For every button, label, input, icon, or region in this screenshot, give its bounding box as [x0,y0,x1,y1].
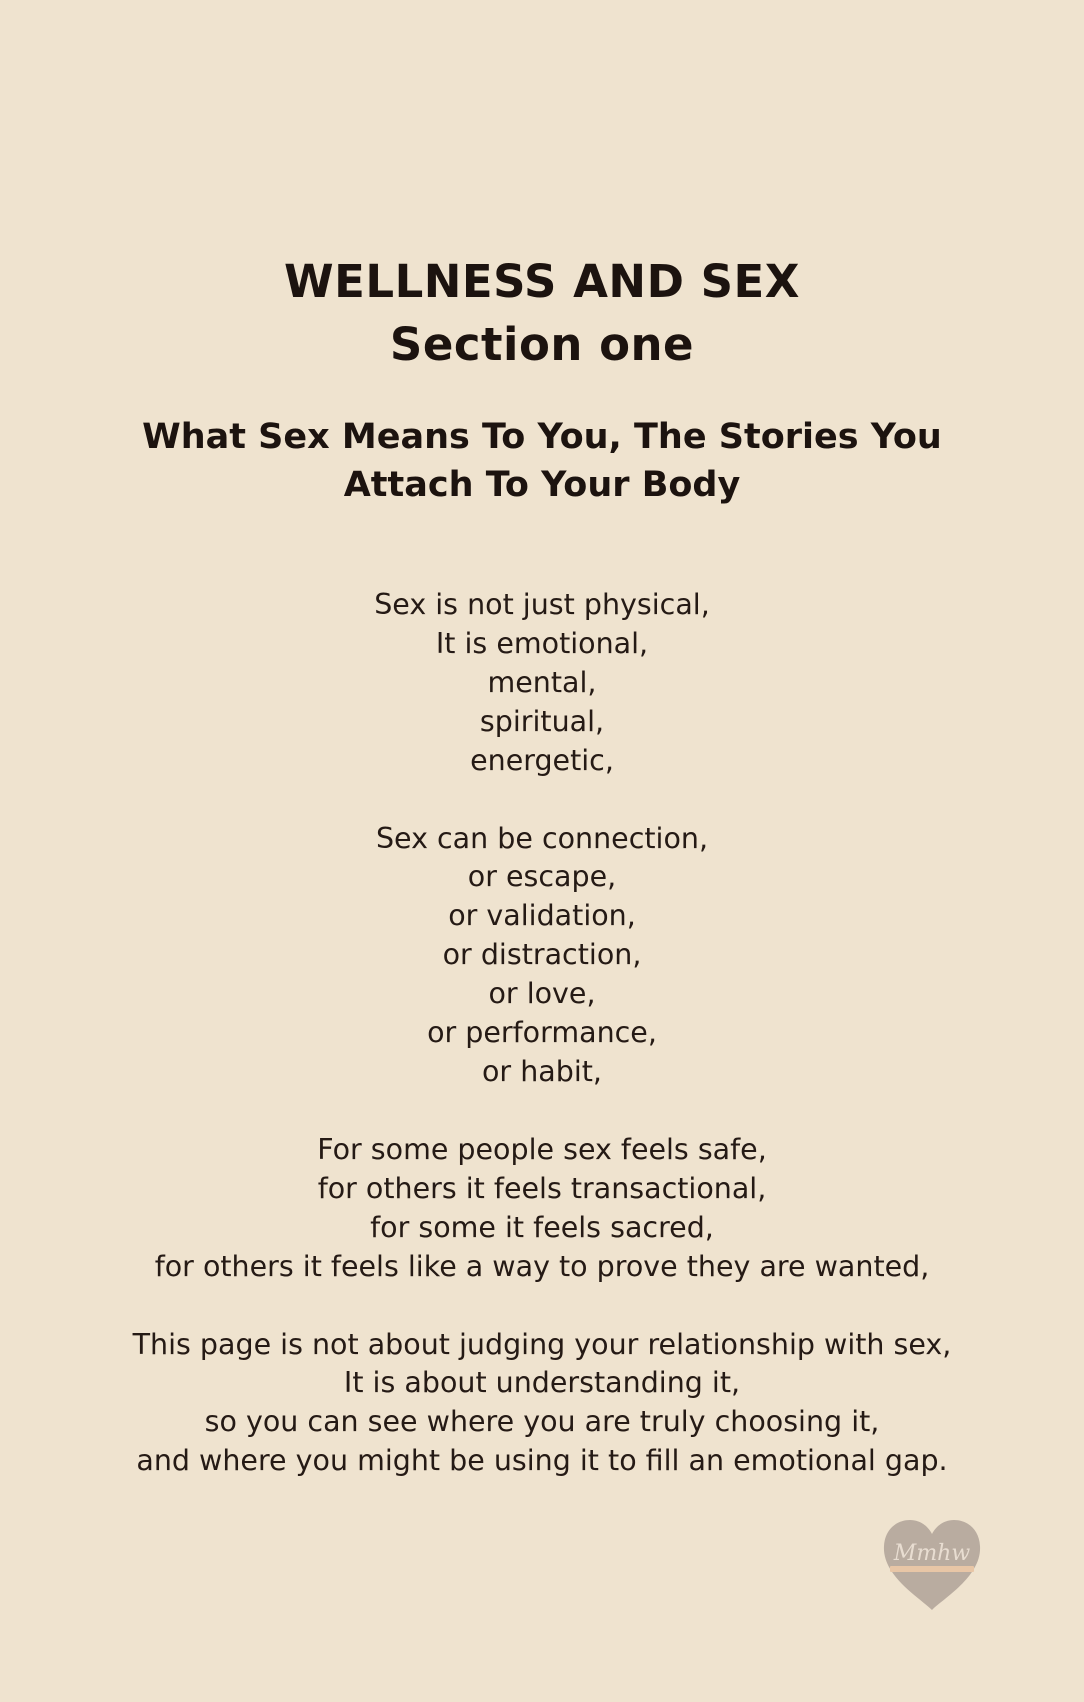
verse-line: energetic, [470,743,614,777]
verse-line: Sex is not just physical, [374,588,710,621]
verse-line: spiritual, [479,704,605,738]
stanza-2 [40,820,1044,1092]
heart-logo-icon [880,1518,984,1614]
verse-line: This page is not about judging your relationship with sex, [132,1327,952,1361]
logo-stripe [890,1566,974,1572]
body-text [40,586,1044,1520]
verse-line: or performance, [427,1016,657,1050]
verse-line: mental, [487,665,597,699]
verse-line: It is about understanding it, [343,1366,741,1400]
verse-line: for some it feels sacred, [370,1210,714,1244]
subtitle-line-2: Attach To Your Body [343,465,741,505]
stanza-4 [40,1326,1044,1482]
section-label: Section one [389,318,695,371]
verse-line: or habit, [482,1054,602,1088]
verse-line: or love, [488,977,596,1011]
logo-text: Mmhw [893,1541,971,1566]
title-block [0,250,1084,376]
verse-line: or distraction, [442,938,642,972]
verse-line: For some people sex feels safe, [317,1132,767,1166]
stanza-1 [40,586,1044,781]
verse-line: or validation, [448,899,636,933]
verse-line: or escape, [467,860,617,894]
page-title: WELLNESS AND SEX [284,255,800,308]
verse-line: for others it feels transactional, [317,1171,767,1205]
verse-line: Sex can be connection, [375,821,709,855]
subtitle-block [80,413,1004,509]
verse-line: so you can see where you are truly choosing it, [204,1405,880,1439]
verse-line: and where you might be using it to fill an emotional gap. [136,1444,948,1478]
stanza-3 [40,1131,1044,1287]
verse-line: for others it feels like a way to prove they are wanted, [154,1249,930,1283]
verse-line: It is emotional, [435,626,649,660]
subtitle-line-1: What Sex Means To You, The Stories You [142,417,942,457]
